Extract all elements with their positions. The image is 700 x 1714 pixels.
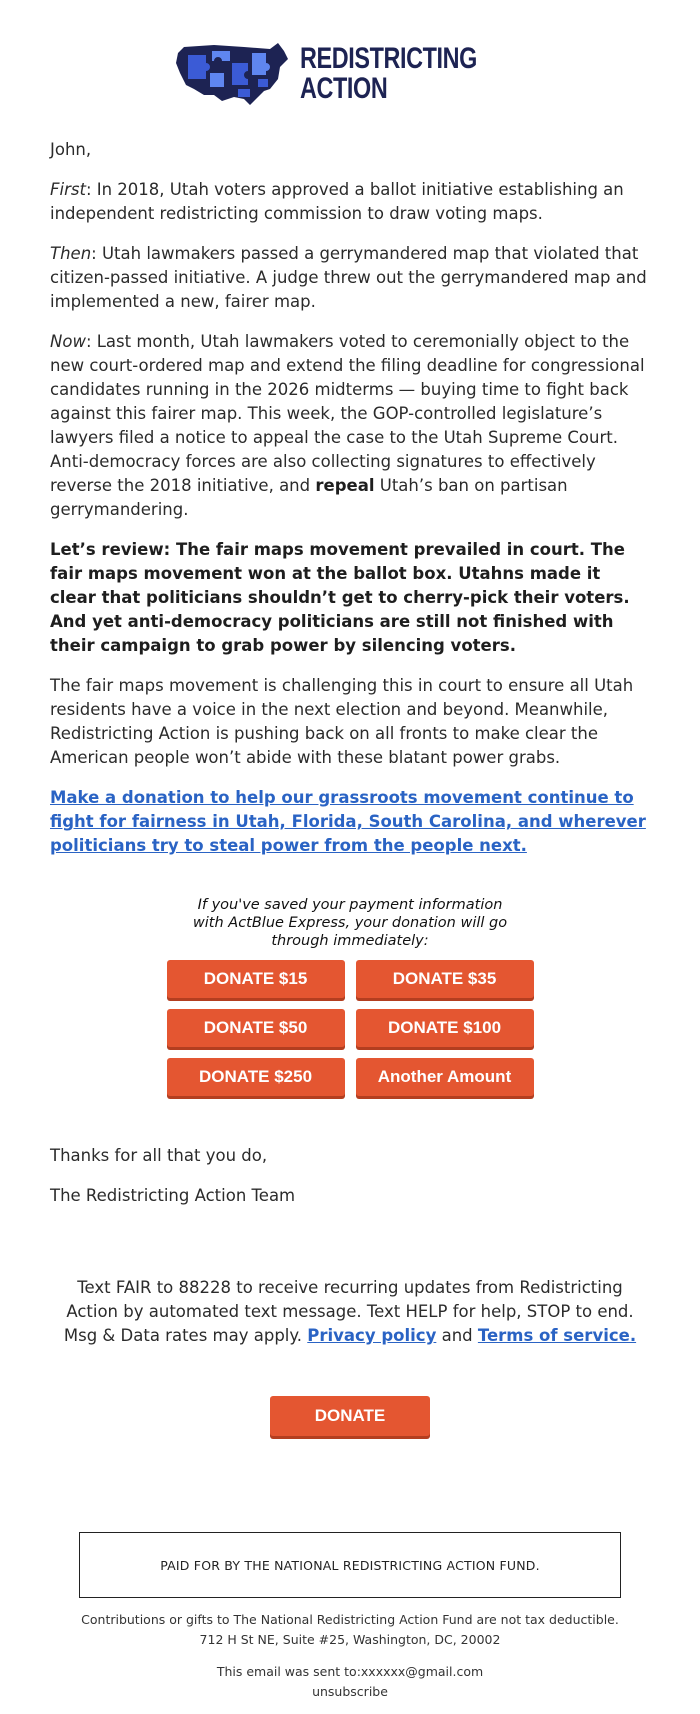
message-content <box>0 110 700 858</box>
terms-of-service-link[interactable]: Terms of service. <box>477 1326 637 1345</box>
p2-text: : Utah lawmakers passed a gerrymandered map that violated that citizen-passed initiative. A judge threw out the gerrymandered map and implemented a new, fairer map. <box>50 244 647 311</box>
p3-tail: Utah’s ban on partisan gerrymandering. <box>50 476 568 519</box>
cta-paragraph <box>50 786 650 858</box>
privacy-policy-link[interactable]: Privacy policy <box>307 1326 437 1345</box>
logo-line-1: REDISTRICTING <box>299 42 477 75</box>
donate-cta-link[interactable]: Make a donation to help our grassroots movement continue to fight for fairness in Utah, Florida, South Carolina, and wherever politicians try to steal power from the people next. <box>50 788 646 855</box>
mailing-address: 712 H St NE, Suite #25, Washington, DC, 20002 <box>199 1632 501 1647</box>
p3-bold: repeal <box>315 476 375 495</box>
p2-lead: Then <box>50 244 92 263</box>
tax-disclaimer: Contributions or gifts to The National Redistricting Action Fund are not tax deductible. <box>81 1612 619 1627</box>
logo-line-2: ACTION <box>299 72 387 105</box>
sms-and: and <box>441 1326 473 1345</box>
p3-text: : Last month, Utah lawmakers voted to ceremonially object to the new court-ordered map and extend the filing deadline for congressional candidates running in the 2026 midterms — buying time to fight back against this fairer map. This week, the GOP-controlled legislature’s lawyers filed a notice to appeal the case to the Utah Supreme Court. Anti-democracy forces are also collecting signatures to effectively reverse the 2018 initiative, and <box>50 332 645 495</box>
footer <box>0 1610 700 1702</box>
brand-wordmark <box>300 44 477 104</box>
brand-logo[interactable] <box>0 0 700 110</box>
footer-spacer <box>0 1650 700 1662</box>
signature: The Redistricting Action Team <box>50 1186 296 1205</box>
donate-100-button[interactable]: DONATE $100 <box>356 1009 534 1047</box>
paragraph-now <box>50 330 650 522</box>
paragraph-challenge: The fair maps movement is challenging this in court to ensure all Utah residents have a voice in the next election and beyond. Meanwhile, Redistricting Action is pushing back on all fronts to make clear the American people won’t abide with these blatant power grabs. <box>50 676 634 767</box>
closing <box>0 1096 700 1208</box>
unsubscribe-link[interactable]: unsubscribe <box>312 1684 388 1699</box>
paragraph-first <box>50 178 650 226</box>
donate-35-button[interactable]: DONATE $35 <box>356 960 534 998</box>
donate-button-grid <box>180 960 520 1096</box>
donate-50-button[interactable]: DONATE $50 <box>167 1009 345 1047</box>
p1-text: : In 2018, Utah voters approved a ballot initiative establishing an independent redistricting commission to draw voting maps. <box>50 180 624 223</box>
paragraph-review: Let’s review: The fair maps movement prevailed in court. The fair maps movement won at the ballot box. Utahns made it clear that politicians shouldn’t get to cherry-pick their voters. And yet anti-democracy politicians are still not finished with their campaign to grab power by silencing voters. <box>50 540 630 655</box>
donate-250-button[interactable]: DONATE $250 <box>167 1058 345 1096</box>
donate-panel <box>180 896 520 1096</box>
sent-to: This email was sent to:xxxxxx@gmail.com <box>216 1664 484 1679</box>
sms-disclaimer <box>0 1224 700 1348</box>
paid-for-text: PAID FOR BY THE NATIONAL REDISTRICTING ACTION FUND. <box>160 1557 540 1573</box>
p1-lead: First <box>50 180 86 199</box>
us-map-puzzle-icon <box>174 39 292 109</box>
paid-for-box <box>79 1532 621 1598</box>
p3-lead: Now <box>50 332 86 351</box>
main-donate-button[interactable]: DONATE <box>270 1396 430 1436</box>
paragraph-then <box>50 242 650 314</box>
sms-text: Text FAIR to 88228 to receive recurring updates from Redistricting Action by automated text message. Text HELP for help, STOP to end. Msg & Data rates may apply. <box>63 1278 634 1345</box>
thanks-line: Thanks for all that you do, <box>50 1146 268 1165</box>
actblue-note: If you've saved your payment information with ActBlue Express, your donation will go through immediately: <box>192 897 508 949</box>
donate-15-button[interactable]: DONATE $15 <box>167 960 345 998</box>
greeting: John, <box>50 140 92 159</box>
donate-other-amount-button[interactable]: Another Amount <box>356 1058 534 1096</box>
